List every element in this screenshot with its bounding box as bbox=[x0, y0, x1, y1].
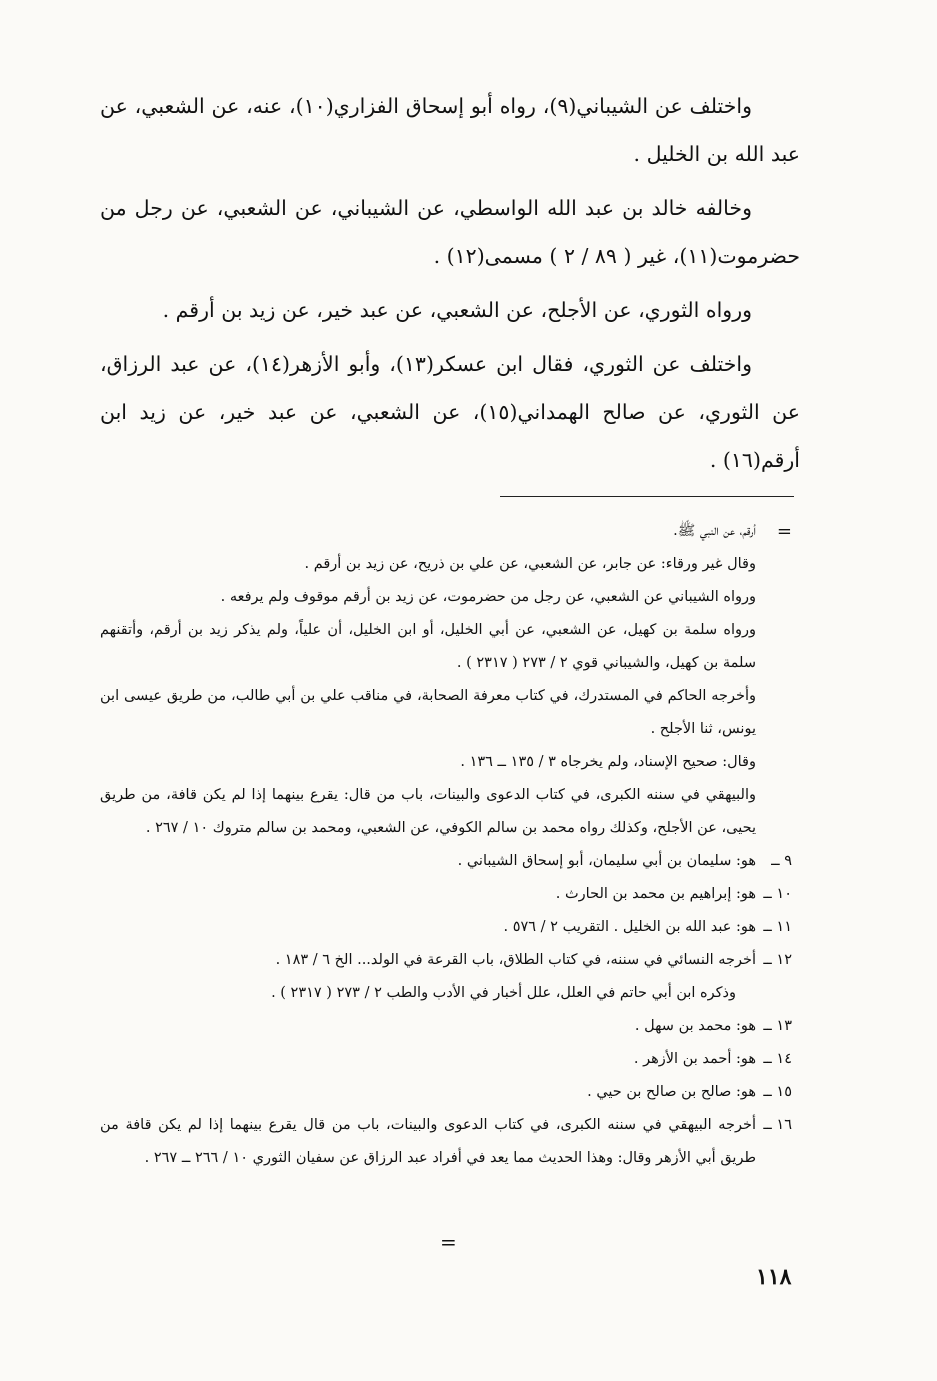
footnote-text: هو: صالح بن صالح بن حيي . bbox=[587, 1084, 756, 1100]
footnote-text: هو: سليمان بن أبي سليمان، أبو إسحاق الشيباني . bbox=[457, 853, 756, 869]
continuation-end-mark: = bbox=[440, 1230, 457, 1254]
footnote bbox=[100, 1010, 800, 1043]
continuation-text: أرقم، عن النبي ﷺ. bbox=[673, 523, 756, 539]
footnote-text: هو: أحمد بن الأزهر . bbox=[633, 1051, 756, 1067]
footnote bbox=[100, 944, 800, 977]
main-paragraph: واختلف عن الشيباني(٩)، رواه أبو إسحاق الفزاري(١٠)، عنه، عن الشعبي، عن عبد الله بن الخليل . bbox=[100, 94, 800, 166]
continuation-line bbox=[100, 515, 800, 548]
footnote-text: هو: إبراهيم بن محمد بن الحارث . bbox=[555, 886, 756, 902]
main-paragraph: واختلف عن الثوري، فقال ابن عسكر(١٣)، وأبو الأزهر(١٤)، عن عبد الرزاق، عن الثوري، عن صالح الهمداني(١٥)، عن الشعبي، عن عبد خير، عن زيد ابن أرقم(١٦) . bbox=[100, 352, 800, 472]
footnote bbox=[100, 1109, 800, 1175]
footnote-number: ٩ ــ bbox=[771, 853, 792, 869]
footnote-number: ١٦ ــ bbox=[763, 1117, 792, 1133]
footnote bbox=[100, 878, 800, 911]
footnote-number: ١١ ــ bbox=[763, 919, 792, 935]
footnote-text: هو: محمد بن سهل . bbox=[634, 1018, 756, 1034]
footnote bbox=[100, 1076, 800, 1109]
footnote-text: أخرجه البيهقي في سننه الكبرى، في كتاب الدعوى والبينات، باب من قال يقرع بينهما إذا لم يكن قافة من طريق أبي الأزهر وقال: وهذا الحديث مما يعد في أفراد عبد الرزاق عن سفيان الثوري ١٠ / ٢٦٦ ــ ٢٦٧ . bbox=[100, 1117, 756, 1166]
main-paragraph: ورواه الثوري، عن الأجلح، عن الشعبي، عن عبد خير، عن زيد بن أرقم . bbox=[162, 298, 752, 322]
footnote-separator bbox=[500, 496, 794, 497]
note-paragraph: والبيهقي في سننه الكبرى، في كتاب الدعوى والبينات، باب من قال: يقرع بينهما إذا لم يكن قافة، من طريق يحيى، عن الأجلح، وكذلك رواه محمد بن سالم الكوفي، عن الشعبي، ومحمد بن سالم متروك ١٠ / ٢٦٧ . bbox=[100, 787, 756, 836]
note-paragraph: وقال: صحيح الإسناد، ولم يخرجاه ٣ / ١٣٥ ــ ١٣٦ . bbox=[460, 754, 756, 770]
footnote-continuation: وذكره ابن أبي حاتم في العلل، علل أخبار في الأدب والطب ٢ / ٢٧٣ ( ٢٣١٧ ) . bbox=[271, 985, 736, 1001]
footnote-text: أخرجه النسائي في سننه، في كتاب الطلاق، باب القرعة في الولد... الخ ٦ / ١٨٣ . bbox=[275, 952, 756, 968]
footnote-text: هو: عبد الله بن الخليل . التقريب ٢ / ٥٧٦ . bbox=[503, 919, 756, 935]
main-text bbox=[100, 82, 800, 490]
main-paragraph: وخالفه خالد بن عبد الله الواسطي، عن الشيباني، عن الشعبي، عن رجل من حضرموت(١١)، غير ( ٨٩ / ٢ ) مسمى(١٢) . bbox=[100, 196, 800, 268]
note-paragraph: وقال غير ورقاء: عن جابر، عن الشعبي، عن علي بن ذريح، عن زيد بن أرقم . bbox=[304, 556, 756, 572]
footnote bbox=[100, 1043, 800, 1076]
note-paragraph: وأخرجه الحاكم في المستدرك، في كتاب معرفة الصحابة، في مناقب علي بن أبي طالب، من طريق عيسى ابن يونس، ثنا الأجلح . bbox=[100, 688, 756, 737]
continuation-mark: = bbox=[776, 521, 792, 542]
footnote bbox=[100, 911, 800, 944]
footnotes-section bbox=[100, 515, 800, 1175]
footnote-number: ١٠ ــ bbox=[763, 886, 792, 902]
note-paragraph: ورواه الشيباني عن الشعبي، عن رجل من حضرموت، عن زيد بن أرقم موقوف ولم يرفعه . bbox=[220, 589, 756, 605]
footnote-number: ١٥ ــ bbox=[763, 1084, 792, 1100]
footnote-number: ١٤ ــ bbox=[763, 1051, 792, 1067]
footnote-number: ١٣ ــ bbox=[763, 1018, 792, 1034]
note-paragraph: ورواه سلمة بن كهيل، عن الشعبي، عن أبي الخليل، أو ابن الخليل، أن علياً، ولم يذكر زيد بن أرقم، وأتقنهم سلمة بن كهيل، والشيباني قوي ٢ / ٢٧٣ ( ٢٣١٧ ) . bbox=[100, 622, 756, 671]
page-number: ١١٨ bbox=[756, 1264, 792, 1290]
footnote bbox=[100, 845, 800, 878]
footnote-number: ١٢ ــ bbox=[763, 952, 792, 968]
